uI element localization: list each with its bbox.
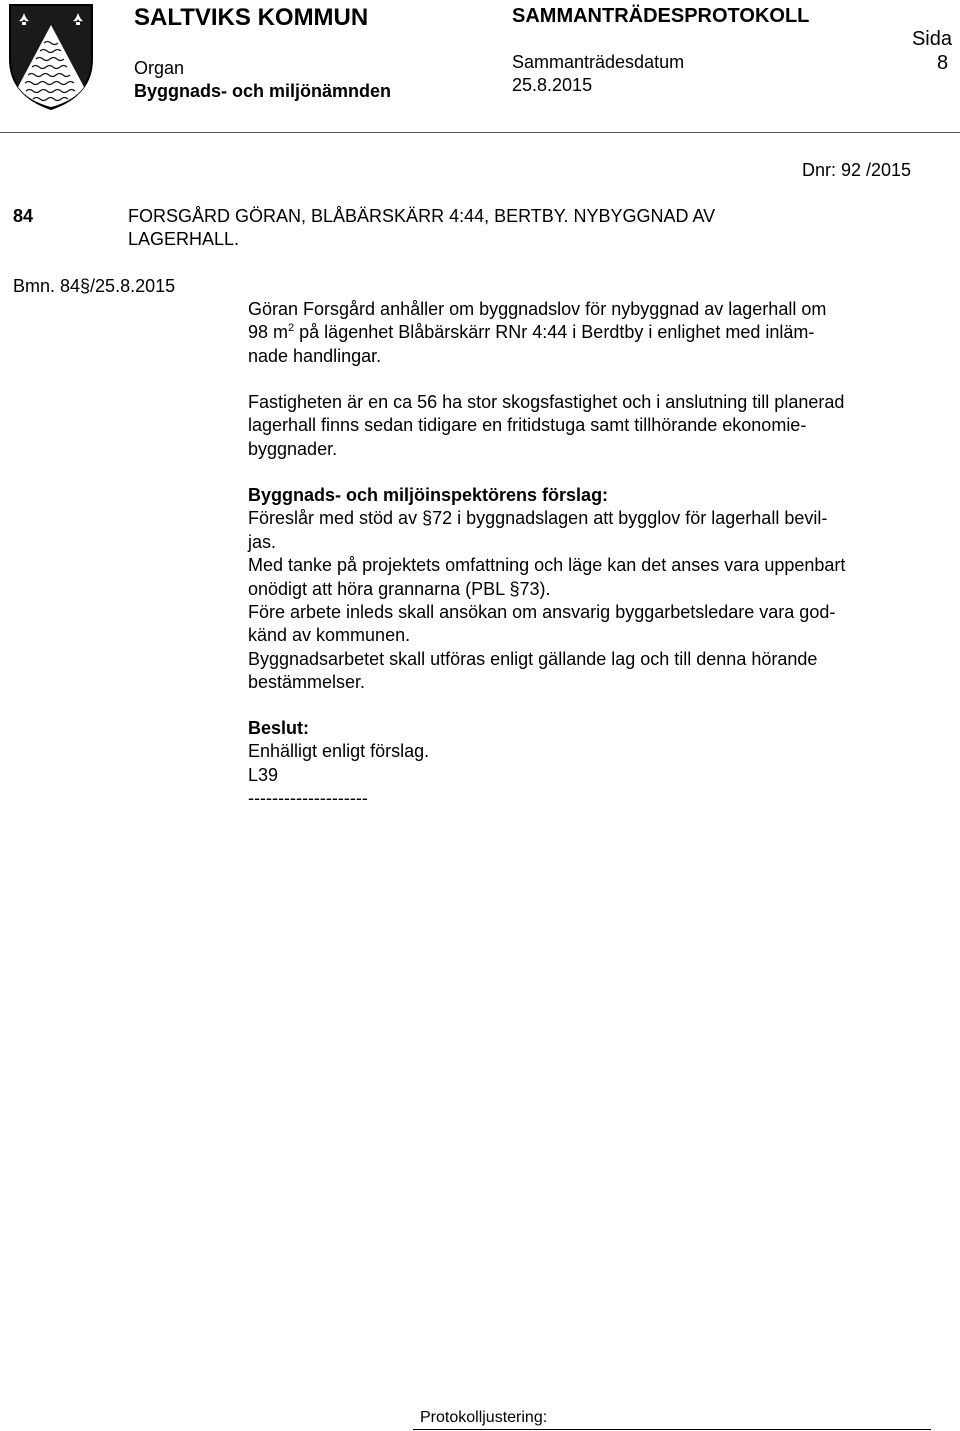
document-type: SAMMANTRÄDESPROTOKOLL [512,5,810,27]
header-divider [0,132,960,133]
decision-heading: Beslut: [248,718,310,738]
para2-line1: Fastigheten är en ca 56 ha stor skogsfastighet och i anslutning till planerad [248,392,845,412]
para2-line2: lagerhall finns sedan tidigare en fritidstuga samt tillhörande ekonomie- [248,415,807,436]
page-number: 8 [937,52,949,74]
para1-line1: Göran Forsgård anhåller om byggnadslov för nybyggnad av lagerhall om [248,299,827,319]
proposal-line8: bestämmelser. [248,672,366,693]
para1-line3: nade handlingar. [248,345,382,366]
area-superscript: 2 [288,322,295,335]
meeting-date-label: Sammanträdesdatum [512,52,685,72]
decision-section [248,717,938,811]
separator-line: -------------------- [248,788,368,809]
area-value: 98 m [248,322,289,343]
meeting-date: 25.8.2015 [512,75,593,95]
case-title-line1: FORSGÅRD GÖRAN, BLÅBÄRSKÄRR 4:44, BERTBY. NYBYGGNAD AV [128,206,716,226]
page-label: Sida [911,28,952,50]
proposal-line4: onödigt att höra grannarna (PBL §73). [248,578,551,599]
para1-line2 [248,321,938,344]
proposal-line1: Föreslår med stöd av §72 i byggnadslagen att bygglov för lagerhall bevil- [248,508,828,529]
case-reference: Bmn. 84§/25.8.2015 [13,276,176,296]
signature-line [413,1429,931,1430]
proposal-heading: Byggnads- och miljöinspektörens förslag: [248,485,609,505]
case-number: 84 [13,206,34,226]
protocol-adjustment-label: Protokolljustering: [420,1409,548,1426]
organ-label: Organ [134,58,185,78]
municipality-name: SALTVIKS KOMMUN [134,4,369,31]
paragraph-application [248,298,938,368]
dnr: Dnr: 92 /2015 [802,160,912,180]
decision-text: Enhälligt enligt förslag. [248,741,430,762]
proposal-line3: Med tanke på projektets omfattning och läge kan det anses vara uppenbart [248,555,846,576]
paragraph-property [248,391,938,461]
organ-name: Byggnads- och miljönämnden [134,81,392,101]
para2-line3: byggnader. [248,438,338,459]
case-title-line2: LAGERHALL. [128,229,240,249]
coat-of-arms-icon [8,3,94,111]
proposal-line6: känd av kommunen. [248,625,411,646]
para1-line2-rest: på lägenhet Blåbärskärr RNr 4:44 i Berdtby i enlighet med inläm- [294,322,815,343]
proposal-line7: Byggnadsarbetet skall utföras enligt gällande lag och till denna hörande [248,648,818,669]
proposal-line2: jas. [248,531,277,552]
decision-code: L39 [248,764,279,785]
proposal-line5: Före arbete inleds skall ansökan om ansvarig byggarbetsledare vara god- [248,602,836,623]
proposal-section [248,484,938,695]
